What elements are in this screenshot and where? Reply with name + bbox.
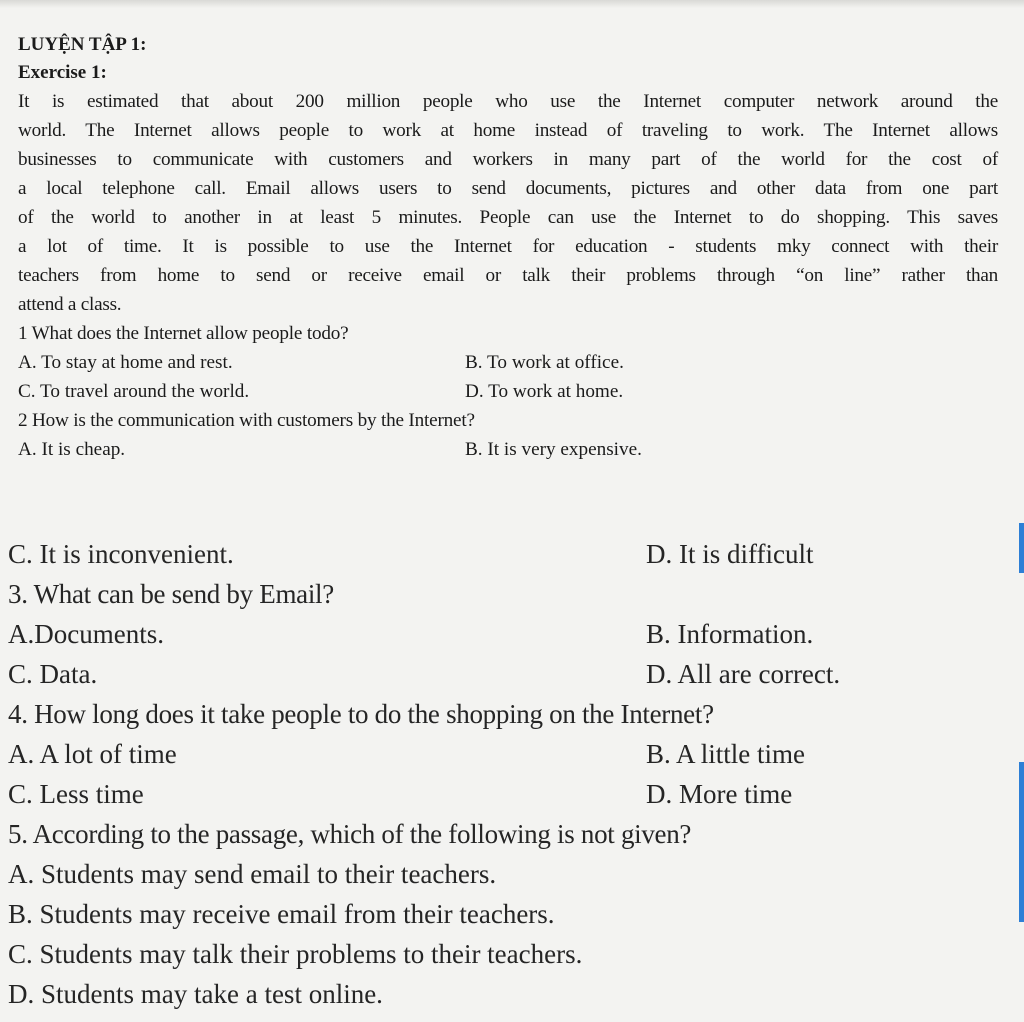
question-5-option-b: B. Students may receive email from their teachers. [8, 899, 555, 929]
question-3-option-a: A.Documents. [8, 619, 164, 649]
passage-line: teachers from home to send or receive email or talk their problems through “on line” rather than [18, 265, 998, 286]
question-2-option-c: C. It is inconvenient. [8, 539, 234, 569]
question-2-options-row [8, 534, 1008, 574]
question-4-option-c: C. Less time [8, 779, 144, 809]
question-4-option-a: A. A lot of time [8, 739, 177, 769]
passage-line: world. The Internet allows people to work at home instead of traveling to work. The Internet allows [18, 120, 998, 141]
worksheet-bottom-section [8, 534, 1008, 1014]
question-2-option-a: A. It is cheap. [18, 439, 126, 460]
question-3-option-b: B. Information. [646, 619, 814, 649]
passage-line: businesses to communicate with customers and workers in many part of the world for the cost of [18, 149, 998, 170]
question-4-option-d: D. More time [646, 779, 793, 809]
question-4: 4. How long does it take people to do the shopping on the Internet? [8, 699, 714, 729]
reading-passage [18, 87, 998, 319]
question-4-options-row [8, 774, 1008, 814]
scroll-edge-marker [1019, 762, 1024, 922]
question-3: 3. What can be send by Email? [8, 579, 334, 609]
passage-line: a lot of time. It is possible to use the Internet for education - students mky connect with their [18, 236, 998, 257]
question-1: 1 What does the Internet allow people todo? [18, 323, 349, 344]
question-2: 2 How is the communication with customers by the Internet? [18, 410, 475, 431]
question-2-option-d: D. It is difficult [646, 539, 814, 569]
question-2-option-b: B. It is very expensive. [465, 439, 642, 460]
question-1-option-b: B. To work at office. [465, 352, 624, 373]
question-3-option-d: D. All are correct. [646, 659, 841, 689]
question-1-options-row [18, 377, 998, 406]
scroll-edge-marker [1019, 523, 1024, 573]
question-5-option-c: C. Students may talk their problems to their teachers. [8, 939, 583, 969]
question-1-option-a: A. To stay at home and rest. [18, 352, 233, 373]
question-5: 5. According to the passage, which of the following is not given? [8, 819, 692, 849]
question-5-option-a: A. Students may send email to their teachers. [8, 859, 497, 889]
question-1-option-c: C. To travel around the world. [18, 381, 250, 402]
question-5-option-d: D. Students may take a test online. [8, 979, 383, 1009]
scan-top-edge [0, 0, 1024, 8]
passage-line: a local telephone call. Email allows users to send documents, pictures and other data from one part [18, 178, 998, 199]
question-3-options-row [8, 614, 1008, 654]
worksheet-top-section [18, 30, 998, 464]
passage-line: attend a class. [18, 294, 122, 315]
exercise-label: Exercise 1: [18, 62, 107, 83]
question-3-options-row [8, 654, 1008, 694]
question-1-options-row [18, 348, 998, 377]
question-4-option-b: B. A little time [646, 739, 806, 769]
question-4-options-row [8, 734, 1008, 774]
worksheet-title: LUYỆN TẬP 1: [18, 34, 147, 55]
question-2-options-row [18, 435, 998, 464]
question-3-option-c: C. Data. [8, 659, 98, 689]
passage-line: It is estimated that about 200 million people who use the Internet computer network around the [18, 91, 998, 112]
question-1-option-d: D. To work at home. [465, 381, 624, 402]
passage-line: of the world to another in at least 5 minutes. People can use the Internet to do shopping. This saves [18, 207, 998, 228]
